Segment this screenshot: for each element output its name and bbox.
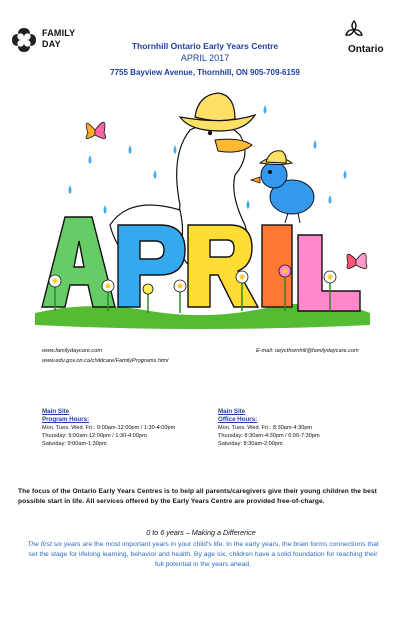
website-link[interactable]: www.familydaycare.com (42, 348, 102, 354)
trillium-icon (344, 20, 364, 40)
edu-link[interactable]: www.edu.gov.on.ca/childcare/FamilyPrograms.html (42, 358, 169, 364)
duck-eye (208, 131, 212, 135)
program-hours-row: Saturday: 9:00am-1:30pm (42, 441, 107, 447)
program-hours-heading: Program Hours: (42, 416, 90, 423)
office-hours-row: Thursday: 8:30am-4:30pm / 6:00-7:30pm (218, 433, 320, 439)
centre-address: 7755 Bayview Avenue, Thornhill, ON 905-709-6159 (110, 68, 300, 77)
office-hours-heading: Office Hours: (218, 416, 258, 423)
logo-line-1: FAMILY (42, 28, 76, 38)
centre-header (60, 40, 350, 79)
duck-hat (180, 93, 255, 131)
office-hours-row: Mon. Tues. Wed. Fri.: 8:30am-4:30pm (218, 425, 313, 431)
body-paragraph (25, 540, 381, 570)
april-illustration (30, 85, 375, 335)
body-lead: The first six years (27, 541, 81, 548)
centre-title: Thornhill Ontario Early Years Centre (131, 41, 279, 51)
butterfly-left (86, 122, 106, 138)
logo-line-2: DAY (42, 39, 61, 49)
office-hours-row: Saturday: 8:30am-2:00pm (218, 441, 283, 447)
bluebird (251, 151, 314, 223)
duck-beak (215, 139, 252, 152)
section-title: 0 to 6 years – Making a Difference (146, 528, 256, 537)
month-label: APRIL 2017 (180, 53, 230, 63)
office-site-label: Main Site (218, 408, 246, 415)
focus-statement: The focus of the Ontario Early Years Centres is to help all parents/caregivers give their young children the best possible start in life. All services offered by the Early Years Centre are provided free-of-charge. (18, 488, 377, 505)
program-hours-block (42, 408, 212, 448)
program-site-label: Main Site (42, 408, 70, 415)
letter-a (42, 217, 115, 307)
letter-p (118, 225, 185, 307)
ontario-wordmark: Ontario (348, 44, 384, 55)
email-link[interactable]: E-mail: oeycthornhill@familydaycare.com (256, 348, 359, 354)
body-rest: are the most important years in your child's life. In the early years, the brain forms connections that set the stage for lifelong learning, behavior and health. By age six, children have a solid foundation for reaching their full potential in the years ahead. (28, 541, 379, 568)
office-hours-block (218, 408, 388, 448)
program-hours-row: Thursday: 9:00am-12:00pm / 1:30-4:00pm (42, 433, 147, 439)
program-hours-row: Mon. Tues. Wed. Fri.: 9:00am-12:00pm / 1:30-4:00pm (42, 425, 176, 431)
letter-r (188, 225, 258, 307)
family-day-swirl-icon (10, 26, 38, 54)
butterfly-right (347, 253, 367, 268)
